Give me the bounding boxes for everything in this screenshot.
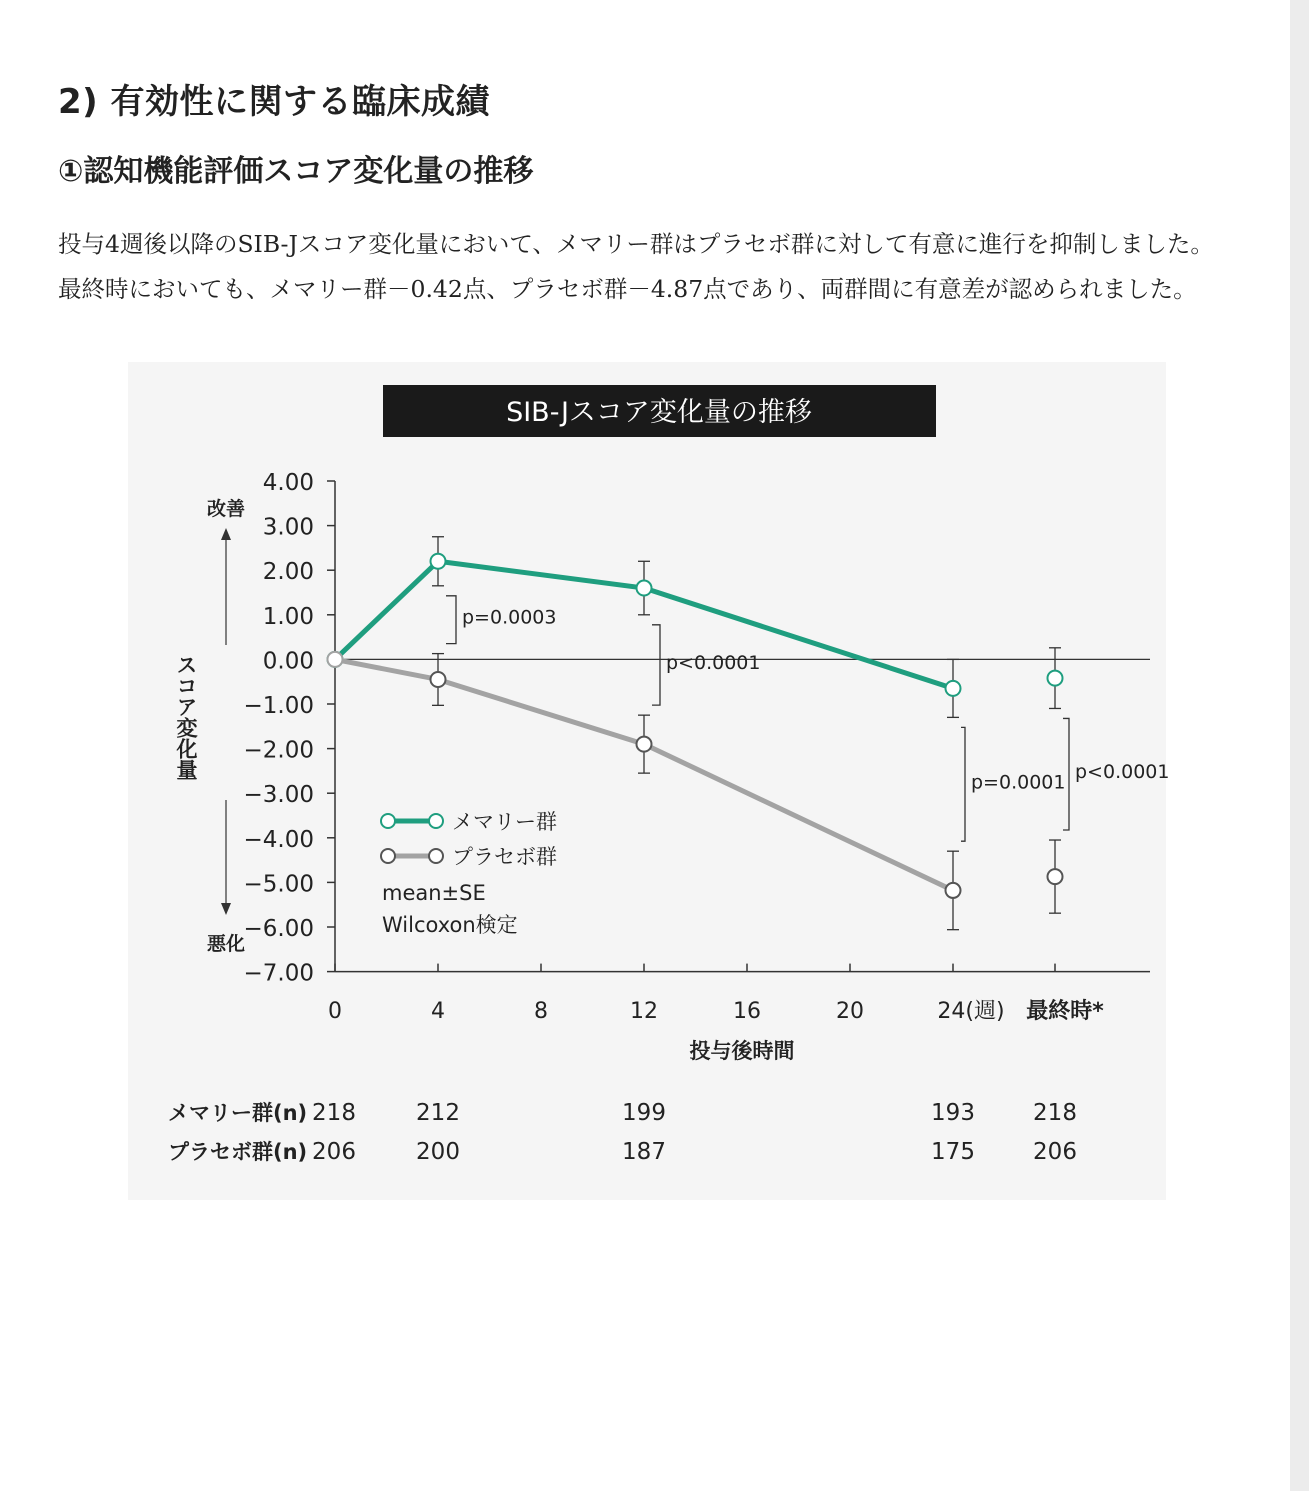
sig-label: p<0.0001 bbox=[1075, 761, 1170, 784]
legend-marker bbox=[429, 849, 443, 863]
data-point bbox=[328, 652, 343, 667]
n-table-cell: 199 bbox=[622, 1100, 666, 1126]
n-table-cell: 206 bbox=[1033, 1139, 1077, 1165]
data-point bbox=[431, 672, 446, 687]
n-table-cell: 200 bbox=[416, 1139, 460, 1165]
legend-note-mean-se: mean±SE bbox=[382, 881, 486, 905]
sig-label: p=0.0003 bbox=[462, 606, 557, 629]
legend-label-memary: メマリー群 bbox=[452, 810, 557, 834]
legend-marker bbox=[381, 814, 395, 828]
n-table-cell: 218 bbox=[312, 1100, 356, 1126]
x-axis-label: 投与後時間 bbox=[689, 1039, 795, 1063]
n-table-row-label: プラセボ群(n) bbox=[168, 1140, 308, 1164]
n-table-row-label: メマリー群(n) bbox=[168, 1101, 308, 1125]
n-table-cell: 206 bbox=[312, 1139, 356, 1165]
y-tick-label: 1.00 bbox=[262, 603, 314, 630]
data-point bbox=[946, 883, 961, 898]
y-tick-label: −5.00 bbox=[243, 871, 314, 898]
x-tick-label: 24(週) bbox=[937, 999, 1005, 1024]
y-tick-label: 2.00 bbox=[262, 559, 314, 586]
arrow-up-head bbox=[221, 528, 231, 540]
sig-bracket bbox=[446, 596, 456, 644]
x-tick-label: 20 bbox=[836, 999, 864, 1024]
sig-label: p=0.0001 bbox=[971, 771, 1066, 794]
paragraph-line-1: 投与4週後以降のSIB-Jスコア変化量において、メマリー群はプラセボ群に対して有意に進行を抑制しました。 bbox=[58, 230, 1214, 258]
arrow-down-head bbox=[221, 903, 231, 915]
legend-marker bbox=[429, 814, 443, 828]
y-axis-label: スコア変化量 bbox=[174, 654, 198, 780]
data-point bbox=[1048, 671, 1063, 686]
y-tick-label: 3.00 bbox=[262, 514, 314, 541]
y-tick-label: −4.00 bbox=[243, 826, 314, 853]
label-improve: 改善 bbox=[206, 498, 246, 520]
y-tick-label: 0.00 bbox=[262, 648, 314, 675]
n-table-cell: 187 bbox=[622, 1139, 666, 1165]
sub-title: ①認知機能評価スコア変化量の推移 bbox=[58, 154, 534, 189]
data-point bbox=[1048, 869, 1063, 884]
x-tick-label: 12 bbox=[630, 999, 658, 1024]
x-tick-label: 4 bbox=[431, 999, 445, 1024]
data-point bbox=[637, 737, 652, 752]
data-point bbox=[431, 554, 446, 569]
y-tick-label: −2.00 bbox=[243, 737, 314, 764]
x-tick-label: 0 bbox=[328, 999, 342, 1024]
sig-label: p<0.0001 bbox=[666, 651, 761, 674]
chart-title: SIB-Jスコア変化量の推移 bbox=[506, 397, 812, 428]
x-tick-label: 最終時* bbox=[1026, 999, 1104, 1024]
sig-bracket bbox=[961, 727, 965, 841]
label-worsen: 悪化 bbox=[206, 933, 246, 955]
n-table-cell: 175 bbox=[931, 1139, 975, 1165]
y-tick-label: −7.00 bbox=[243, 960, 314, 987]
sig-bracket bbox=[652, 625, 660, 705]
paragraph-line-2: 最終時においても、メマリー群－0.42点、プラセボ群－4.87点であり、両群間に有意差が認められました。 bbox=[58, 275, 1197, 303]
section-title: 2) 有効性に関する臨床成績 bbox=[58, 82, 491, 122]
x-tick-label: 8 bbox=[534, 999, 548, 1024]
legend-label-placebo: プラセボ群 bbox=[452, 845, 557, 869]
data-point bbox=[946, 681, 961, 696]
x-tick-label: 16 bbox=[733, 999, 761, 1024]
y-tick-label: −3.00 bbox=[243, 782, 314, 809]
n-table-cell: 193 bbox=[931, 1100, 975, 1126]
y-tick-label: −1.00 bbox=[243, 693, 314, 719]
y-tick-label: −6.00 bbox=[243, 916, 314, 942]
y-tick-label: 4.00 bbox=[262, 470, 314, 496]
n-table-cell: 212 bbox=[416, 1100, 460, 1126]
legend-note-test: Wilcoxon検定 bbox=[382, 913, 518, 937]
legend-marker bbox=[381, 849, 395, 863]
data-point bbox=[637, 581, 652, 596]
n-table-cell: 218 bbox=[1033, 1100, 1077, 1126]
